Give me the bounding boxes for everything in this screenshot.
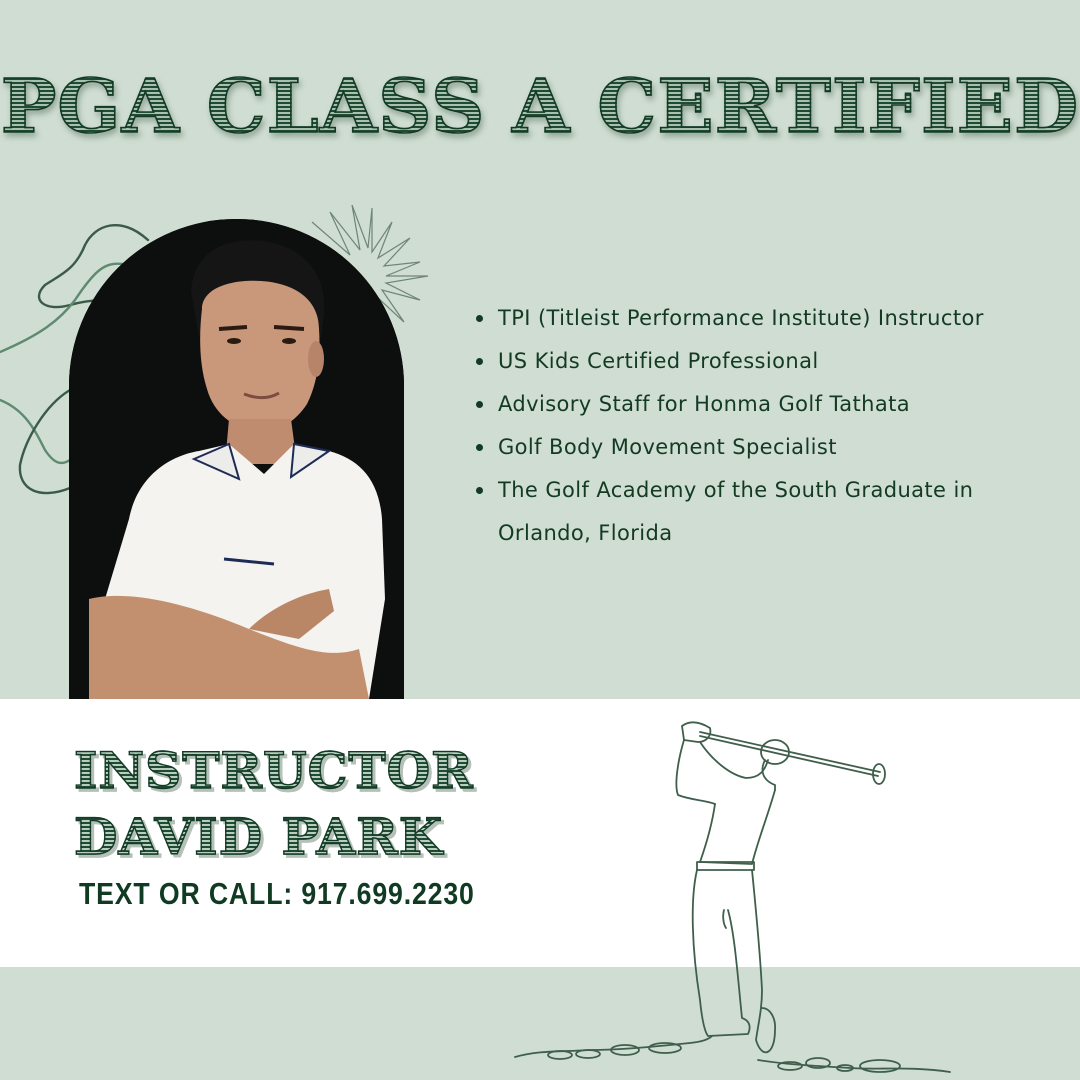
instructor-photo — [69, 219, 404, 699]
credential-item: Advisory Staff for Honma Golf Tathata — [472, 383, 1052, 426]
instructor-full-name: DAVID PARK — [74, 807, 444, 866]
portrait-illustration — [69, 219, 404, 699]
credential-item: TPI (Titleist Performance Institute) Instructor — [472, 297, 1052, 340]
credential-item: Golf Body Movement Specialist — [472, 426, 1052, 469]
contact-phone: TEXT OR CALL: 917.699.2230 — [79, 876, 475, 911]
credential-item: US Kids Certified Professional — [472, 340, 1052, 383]
page-title: PGA CLASS A CERTIFIED — [0, 64, 1080, 150]
instructor-name — [74, 738, 474, 870]
instructor-title: INSTRUCTOR — [74, 741, 474, 800]
credentials-list — [472, 297, 1052, 555]
credential-item: The Golf Academy of the South Graduate in Orlando, Florida — [472, 469, 1052, 555]
